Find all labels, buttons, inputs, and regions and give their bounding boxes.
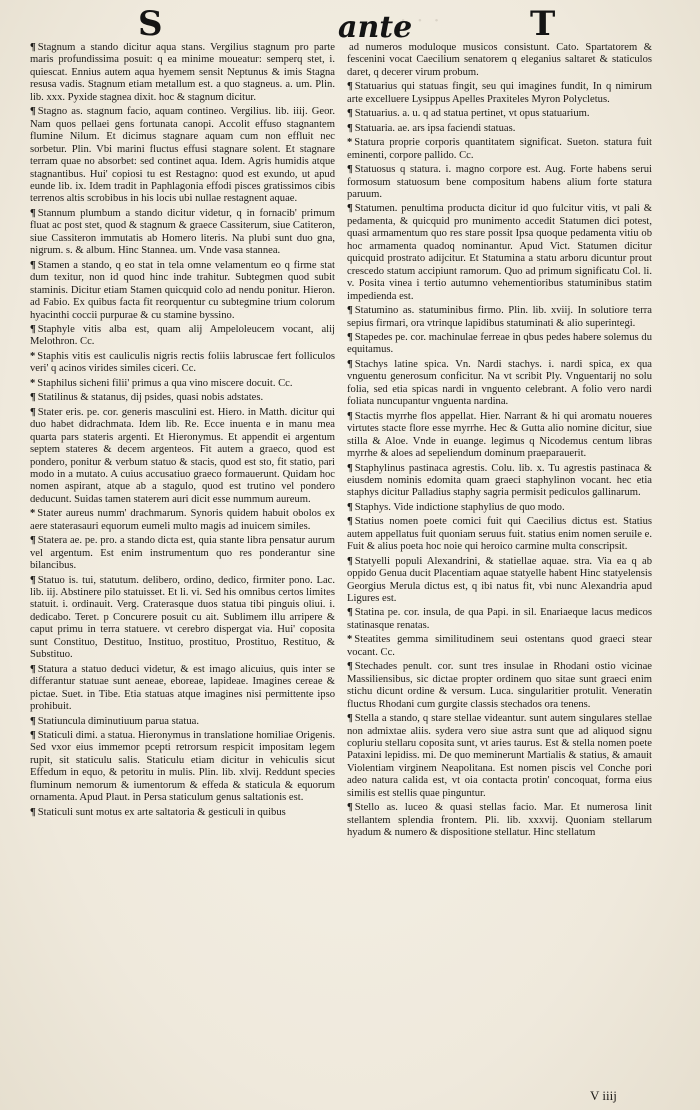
- paragraph-mark: ¶: [30, 259, 36, 271]
- dictionary-entry: [30, 392, 335, 404]
- dictionary-entry: [347, 203, 652, 303]
- entry-text: Stamen a stando, q eo stat in tela omne velamentum eo q firme stat dum texitur, non id quod hinc inde trahitur. Subtegmen quod subit staminis. Dicitur etiam Stamen quicquid colo ad nendu ponitur. Hieron. ad Fabio. Ex quibus facta fit reorquentur cu subtegmine trium colorum hyacinthi coccii purpurae & cu stamine byssino.: [30, 259, 335, 321]
- right-column: [347, 42, 652, 1104]
- entry-text: Stater eris. pe. cor. generis masculini est. Hiero. in Matth. dicitur qui duo habet didrachmata. Idem lib. Re. Ecce inuenta e in manu mea quarta pars stateris argenti. Et Hieronymus. Et appendit ei argentum septem stateres & decem argenteos. Fit autem a graeco, quod est pondero, ponitur & verbum statuo & stacis, quod est sto, fit statio, pari modo in a mutato. A cuius accusatiuo graeco formauerunt. Quidam hoc nomen aspirant, atque ab a stagulo, quod est trutino vel pondero deducunt. Suidas tamen staterem auri dicit esse nummum aureum.: [30, 406, 335, 505]
- paragraph-mark: ¶: [347, 501, 353, 513]
- paragraph-mark: *: [30, 350, 36, 362]
- paragraph-mark: ¶: [30, 663, 36, 675]
- dictionary-entry: [30, 106, 335, 206]
- dictionary-entry: [30, 730, 335, 805]
- left-column: [30, 42, 335, 1104]
- paragraph-mark: ¶: [347, 122, 353, 134]
- paragraph-mark: *: [30, 508, 36, 520]
- entry-text: Staticuli dimi. a statua. Hieronymus in translatione homiliae Origenis. Sed vxor eius immemor pcepti retrorsum respicit impositam legem rupit, sit staticulu salis. Staticulu etiam dicitur in vehiculis sicut Effedum in equo, & petoritu in mulis. Plin. lib. xlvij. Reddunt species fluminum nemorum & iumentorum & effeda & staticula & equorum ornamenta. Apud Plaut. in Persa staticulum genus saltationis est.: [30, 730, 335, 804]
- dictionary-entry: [30, 324, 335, 349]
- dictionary-entry: [30, 407, 335, 507]
- paragraph-mark: ¶: [30, 406, 36, 418]
- dictionary-entry: [30, 664, 335, 714]
- paragraph-mark: ¶: [30, 106, 36, 118]
- dictionary-entry: [347, 556, 652, 606]
- paragraph-mark: ¶: [347, 358, 353, 370]
- paragraph-mark: ¶: [347, 203, 353, 215]
- dictionary-entry: [347, 502, 652, 514]
- entry-text: Statura a statuo deduci videtur, & est imago alicuius, quis inter se differantur statuae sunt aeneae, eboreae, lapideae. Imagines cereae & pictae. Suet. in Tibe. Etia statuas atque imagines nisi permittente ipso prohibuit.: [30, 663, 335, 713]
- entry-text: Stagno as. stagnum facio, aquam contineo. Vergilius. lib. iiij. Geor. Nam quos pellaei gens fortunata canopi. Accolit effuso stagnantem flumine Nilum. Et dicimus stagnare aquam cum non effluit nec sorbetur. Plin. Vbi marini fluctus effusi stagnare solent. Et stagnare terram quae no absorbet: sed continet aqua. Idem. Agris humidis atque stagnantibus. Hui' copiosi tu est Restagno: quod est exundo, ut apud eunde lib. ix. Idem tradit in Paphlagonia effodi pisces gratissimos cibis terrenos altis scrobibus in his locis ubi nullae restagnent aquae.: [30, 106, 335, 205]
- paragraph-mark: ¶: [30, 535, 36, 547]
- header-letter-right: T: [530, 4, 556, 44]
- paragraph-mark: ¶: [30, 392, 36, 404]
- paragraph-mark: ¶: [347, 555, 353, 567]
- dictionary-entry: [30, 535, 335, 572]
- entry-text: ad numeros moduloque musicos consistunt. Cato. Spartatorem & fescenini vocat Caecilium senatorem q eleganius saltaret & staticulos daret, q decerer virum probum.: [347, 42, 652, 78]
- dictionary-entry: [30, 208, 335, 258]
- entry-text: Statiuncula diminutiuum parua statua.: [37, 715, 199, 727]
- paragraph-mark: ¶: [347, 81, 353, 93]
- paragraph-mark: ¶: [30, 323, 36, 335]
- paragraph-mark: ¶: [347, 462, 353, 474]
- paragraph-mark: ¶: [347, 164, 353, 176]
- dictionary-entry: [30, 807, 335, 819]
- dictionary-entry: [347, 661, 652, 711]
- paragraph-mark: ¶: [347, 607, 353, 619]
- entry-text: Statyelli populi Alexandrini, & statiellae aquae. stra. Via ea q ab oppido Genua ducit Placentiam aquae statyelle habent Hinc statyelensis Georgius Merula dictus est, q ibi natus fit, vbi nunc Alexandria apud Ligures est.: [347, 555, 652, 605]
- paragraph-mark: ¶: [347, 331, 353, 343]
- paragraph-mark: ¶: [347, 410, 353, 422]
- paragraph-mark: ¶: [347, 516, 353, 528]
- entry-text: Statuarius qui statuas fingit, seu qui imagines fundit, In q nimirum arte excelluere Lysippus Apelles Praxiteles Myron Polycletus.: [347, 81, 652, 105]
- entry-text: Statuosus q statura. i. magno corpore est. Aug. Forte habens serui formosum statuosum bene compositum habens alium forte statura paruum.: [347, 164, 652, 200]
- entry-text: Stapedes pe. cor. machinulae ferreae in qbus pedes habere solemus du equitamus.: [347, 331, 652, 356]
- dictionary-entry: [30, 508, 335, 533]
- dictionary-entry: [30, 378, 335, 390]
- dictionary-entry: [347, 802, 652, 839]
- paragraph-mark: ¶: [347, 305, 353, 317]
- entry-text: Statera ae. pe. pro. a stando dicta est, quia stante libra pensatur aurum vel argentum. Est enim instrumentum quo res ponderantur sine bilancibus.: [30, 535, 335, 572]
- entry-text: Staphylinus pastinaca agrestis. Colu. lib. x. Tu agrestis pastinaca & eiusdem nominis edomita quam graeci staphylinon vocant. hec etia staphys dicitur Palladius staphy sagria permisit pediculos gallinarum.: [347, 462, 652, 499]
- dictionary-entry: [347, 516, 652, 553]
- entry-text: Stater aureus numm' drachmarum. Synoris quidem habuit obolos ex aere staterasauri equorum eumeli multo magis ad inuicem similes.: [30, 508, 335, 532]
- signature-mark: V iiij: [590, 1088, 617, 1103]
- dictionary-entry: [347, 137, 652, 162]
- entry-text: Stactis myrrhe flos appellat. Hier. Narrant & hi qui aromatu noueres virtutes stacte flore esse myrrhe. Hec & Gutta alio nomine dicitur, siue stilla & Aloe. Vnde in euange. legimus q Nicodemus centum libras myrrhe & aloes ad sepeliendum dominum praeparauerit.: [347, 410, 652, 460]
- entry-text: Statuo is. tui, statutum. delibero, ordino, dedico, firmiter pono. Lac. lib. iij. Abstinere pilo statuisset. Et li. vi. Sed his omnibus certos limites statuit. i. ordinauit. Verg. Craterasque duos statua tibi pinguis oliui. i. dedicabo. Teret. p Concurere posuit cu ait. Sublimem illu arripere & caput primu in terra statuere. vt cerebro dispergat via. Hui' coposita sunt Constituo, Destituo, Instituo, prostituo, Prostituo, Restituo, & Substituo.: [30, 574, 335, 661]
- header-letter-left: S: [138, 4, 163, 44]
- dictionary-entry: [347, 81, 652, 106]
- dictionary-entry: [30, 575, 335, 662]
- dictionary-entry: [347, 607, 652, 632]
- entry-text: Stello as. luceo & quasi stellas facio. Mar. Et numerosa linit stellantem splendia frontem. Pli. lib. xxxvij. Quoniam stellarum hyadum & numero & dispositione stellatur. Hinc stellatum: [347, 802, 652, 839]
- dictionary-entry: [347, 332, 652, 357]
- entry-text: Stannum plumbum a stando dicitur videtur, q in fornacib' primum fluat ac post stet, quod & stagnum & graece Cassiterum, siue Catiteron, siue Cassiteron immutatis ab Homero literis. Na plubi sunt duo gna, nigrum. s. & album. Hinc Stannea. um. Vnde vasa stannea.: [30, 207, 335, 257]
- entry-text: Statilinus & statanus, dij psides, quasi nobis adstates.: [37, 392, 264, 404]
- show-through-text: · · ·: [400, 8, 442, 32]
- entry-text: Staphis vitis est cauliculis nigris rectis foliis labruscae fert folliculos veri' q acinos virides similes ciceri. Cc.: [30, 350, 335, 375]
- dictionary-entry: [347, 108, 652, 120]
- header-running-title: ante: [338, 10, 413, 45]
- entry-text: Statumino as. statuminibus firmo. Plin. lib. xviij. In solutiore terra sepius firmari, ora vtrinque lapidibus statuminati & alio superintegi.: [347, 305, 652, 329]
- dictionary-entry: [347, 634, 652, 659]
- dictionary-entry: [347, 463, 652, 500]
- paragraph-mark: ¶: [347, 108, 353, 120]
- entry-text: Stagnum a stando dicitur aqua stans. Vergilius stagnum pro parte maris profundissima posuit: q ea minime moueatur: semperq stet, i. quiescat. Ennius autem aqua hyemem sensit Neptunus & imis Stagna resusa vadis. Stagnum etiam metallum est. a quo stagneus. a. um. Plin. lib. xxx. Pyxide stagnea dixit. hoc & stagnum dicitur.: [30, 42, 335, 103]
- entry-text: Stachys latine spica. Vn. Nardi stachys. i. nardi spica, ex qua vnguentu generosum conficitur. Na vt scribit Ply. Vnguentarij no solu folia, sed etia spicas nardi in vnguento celebrant. A folio vero nardi foliata nuncupantur vnguenta nardina.: [347, 358, 652, 408]
- dictionary-entry: [347, 42, 652, 79]
- entry-text: Staphilus sicheni filii' primus a qua vino miscere docuit. Cc.: [37, 377, 293, 389]
- dictionary-entry: [347, 713, 652, 800]
- dictionary-entry: [30, 716, 335, 728]
- entry-text: Stella a stando, q stare stellae videantur. sunt autem singulares stellae non admixtae aliis. sydera vero siue astra sunt que ad aliquod signu copluriu stellaru coposita sunt, vt aries taurus. Est & stella nomen poete Pataxini lepidiss. mi. De quo meminerunt Martialis & statius, & amauit Violentiam virginem Neapolitana. Est nomen piscis vel Conche pori adeo natura calida est, vt oia contacta protin' concoquat, forma eius similis est stellis quae pinguntur.: [347, 713, 652, 799]
- entry-text: Statuaria. ae. ars ipsa faciendi statuas.: [354, 122, 516, 134]
- paragraph-mark: ¶: [30, 207, 36, 219]
- paragraph-mark: ¶: [347, 802, 353, 814]
- dictionary-entry: [347, 305, 652, 330]
- dictionary-entry: [347, 359, 652, 409]
- entry-text: Statina pe. cor. insula, de qua Papi. in sil. Enariaeque lacus medicos statinasque renatas.: [347, 607, 652, 631]
- entry-text: Stechades penult. cor. sunt tres insulae in Rhodani ostio vicinae Massiliensibus, sic dictae propter ordinem quo sitae sunt graeci enim stichu dicunt ordine & versum. Luca. singularitier protulit. Veneratin fluctus Rhodani cum gurgite classis stechados ora tenens.: [347, 661, 652, 710]
- entry-text: Statuarius. a. u. q ad statua pertinet, vt opus statuarium.: [354, 108, 590, 120]
- paragraph-mark: ¶: [347, 713, 353, 725]
- paragraph-mark: ¶: [30, 730, 36, 742]
- dictionary-entry: [347, 123, 652, 135]
- dictionary-entry: [30, 260, 335, 322]
- dictionary-entry: [347, 411, 652, 461]
- paragraph-mark: ¶: [347, 661, 353, 673]
- entry-text: Statius nomen poete comici fuit qui Caecilius dictus est. Statius autem appellatus fuit quoniam seruus fuit. statius enim nomen seruile e. Fuit & alius poeta hoc noie qui heroico carmine multa conscripsit.: [347, 516, 652, 553]
- paragraph-mark: ¶: [30, 715, 36, 727]
- paragraph-mark: ¶: [30, 806, 36, 818]
- entry-text: Statura proprie corporis quantitatem significat. Sueton. statura fuit eminenti, corpore pallido. Cc.: [347, 137, 652, 161]
- paragraph-mark: *: [30, 377, 36, 389]
- entry-text: Staticuli sunt motus ex arte saltatoria & gesticuli in quibus: [37, 806, 286, 818]
- entry-text: Statumen. penultima producta dicitur id quo fulcitur vitis, vt pali & pedamenta, & quicquid pro munimento accedit Statumen dici potest, quasi armamentum quo res stare possit Ipsa quoque pedamenta vitiu ob hoc armamenta quadoq nominantur. Apud Vict. Statumen dicitur quicquid prostrato adijcitur. Et Statumina a statu arboru dicuntur prout crescedo statum accipiunt ramorum. Quo ad primum significatu Col. li. v. Posita vinea i tertio autumno vehementioribus statuminibus statim impedienda est.: [347, 203, 652, 302]
- paragraph-mark: *: [347, 634, 353, 646]
- dictionary-entry: [30, 42, 335, 104]
- paragraph-mark: ¶: [30, 574, 36, 586]
- paragraph-mark: *: [347, 137, 353, 149]
- paragraph-mark: ¶: [30, 42, 36, 53]
- dictionary-entry: [30, 351, 335, 376]
- entry-text: Staphys. Vide indictione staphylius de quo modo.: [354, 501, 565, 513]
- entry-text: Staphyle vitis alba est, quam alij Ampeloleucem vocant, alij Melothron. Cc.: [30, 323, 335, 348]
- entry-text: Steatites gemma similitudinem seui ostentans quod graeci stear vocant. Cc.: [347, 634, 652, 658]
- dictionary-entry: [347, 164, 652, 201]
